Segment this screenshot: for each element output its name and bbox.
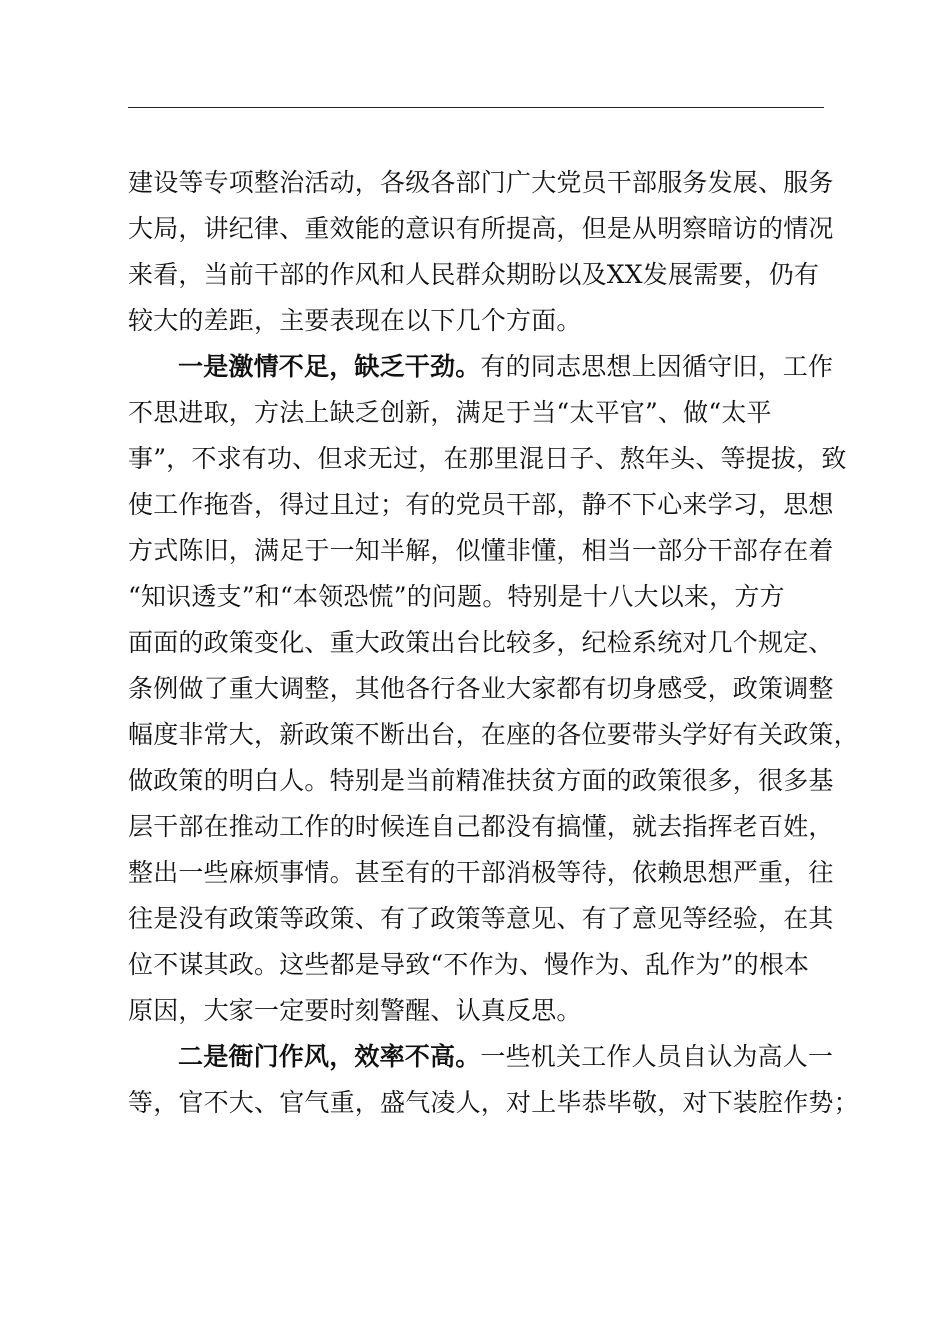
text-line: 较大的差距，主要表现在以下几个方面。 [128,306,582,335]
paragraph-intro [128,160,834,344]
text-line: 整出一些麻烦事情。甚至有的干部消极等待，依赖思想严重，往 [128,858,834,887]
document-body [128,160,859,1126]
text-line: 原因，大家一定要时刻警醒、认真反思。 [128,996,582,1025]
text-line: 幅度非常大，新政策不断出台，在座的各位要带头学好有关政策， [128,720,859,749]
text-line: 来看，当前干部的作风和人民群众期盼以及XX发展需要，仍有 [128,260,820,289]
text-line: “知识透支”和“本领恐慌”的问题。特别是十八大以来，方方 [128,582,785,611]
text-run: 一些机关工作人员自认为高人一 [480,1042,834,1071]
text-line: 建设等专项整治活动，各级各部门广大党员干部服务发展、服务 [128,168,834,197]
text-line: 不思进取，方法上缺乏创新，满足于当“太平官”、做“太平 [128,398,772,427]
paragraph-first-line [128,344,834,390]
paragraph-first-line [128,1034,834,1080]
text-line: 等，官不大、官气重，盛气凌人，对上毕恭毕敬，对下装腔作势； [128,1088,859,1117]
point-heading: 二是衙门作风，效率不高。 [178,1042,481,1071]
text-line: 方式陈旧，满足于一知半解，似懂非懂，相当一部分干部存在着 [128,536,834,565]
text-line: 使工作拖沓，得过且过；有的党员干部，静不下心来学习，思想 [128,490,834,519]
text-line: 面面的政策变化、重大政策出台比较多，纪检系统对几个规定、 [128,628,834,657]
header-rule [128,107,824,108]
text-line: 往是没有政策等政策、有了政策等意见、有了意见等经验，在其 [128,904,834,933]
text-line: 大局，讲纪律、重效能的意识有所提高，但是从明察暗访的情况 [128,214,834,243]
text-run: 有的同志思想上因循守旧，工作 [480,352,834,381]
text-line: 层干部在推动工作的时候连自己都没有搞懂，就去指挥老百姓， [128,812,834,841]
text-line: 事”，不求有功、但求无过，在那里混日子、熬年头、等提拔，致 [128,444,847,473]
paragraph-point-two [128,1034,859,1126]
text-line: 做政策的明白人。特别是当前精准扶贫方面的政策很多，很多基 [128,766,834,795]
text-line: 位不谋其政。这些都是导致“不作为、慢作为、乱作为”的根本 [128,950,810,979]
point-heading: 一是激情不足，缺乏干劲。 [178,352,481,381]
paragraph-point-one [128,344,859,1034]
text-line: 条例做了重大调整，其他各行各业大家都有切身感受，政策调整 [128,674,834,703]
